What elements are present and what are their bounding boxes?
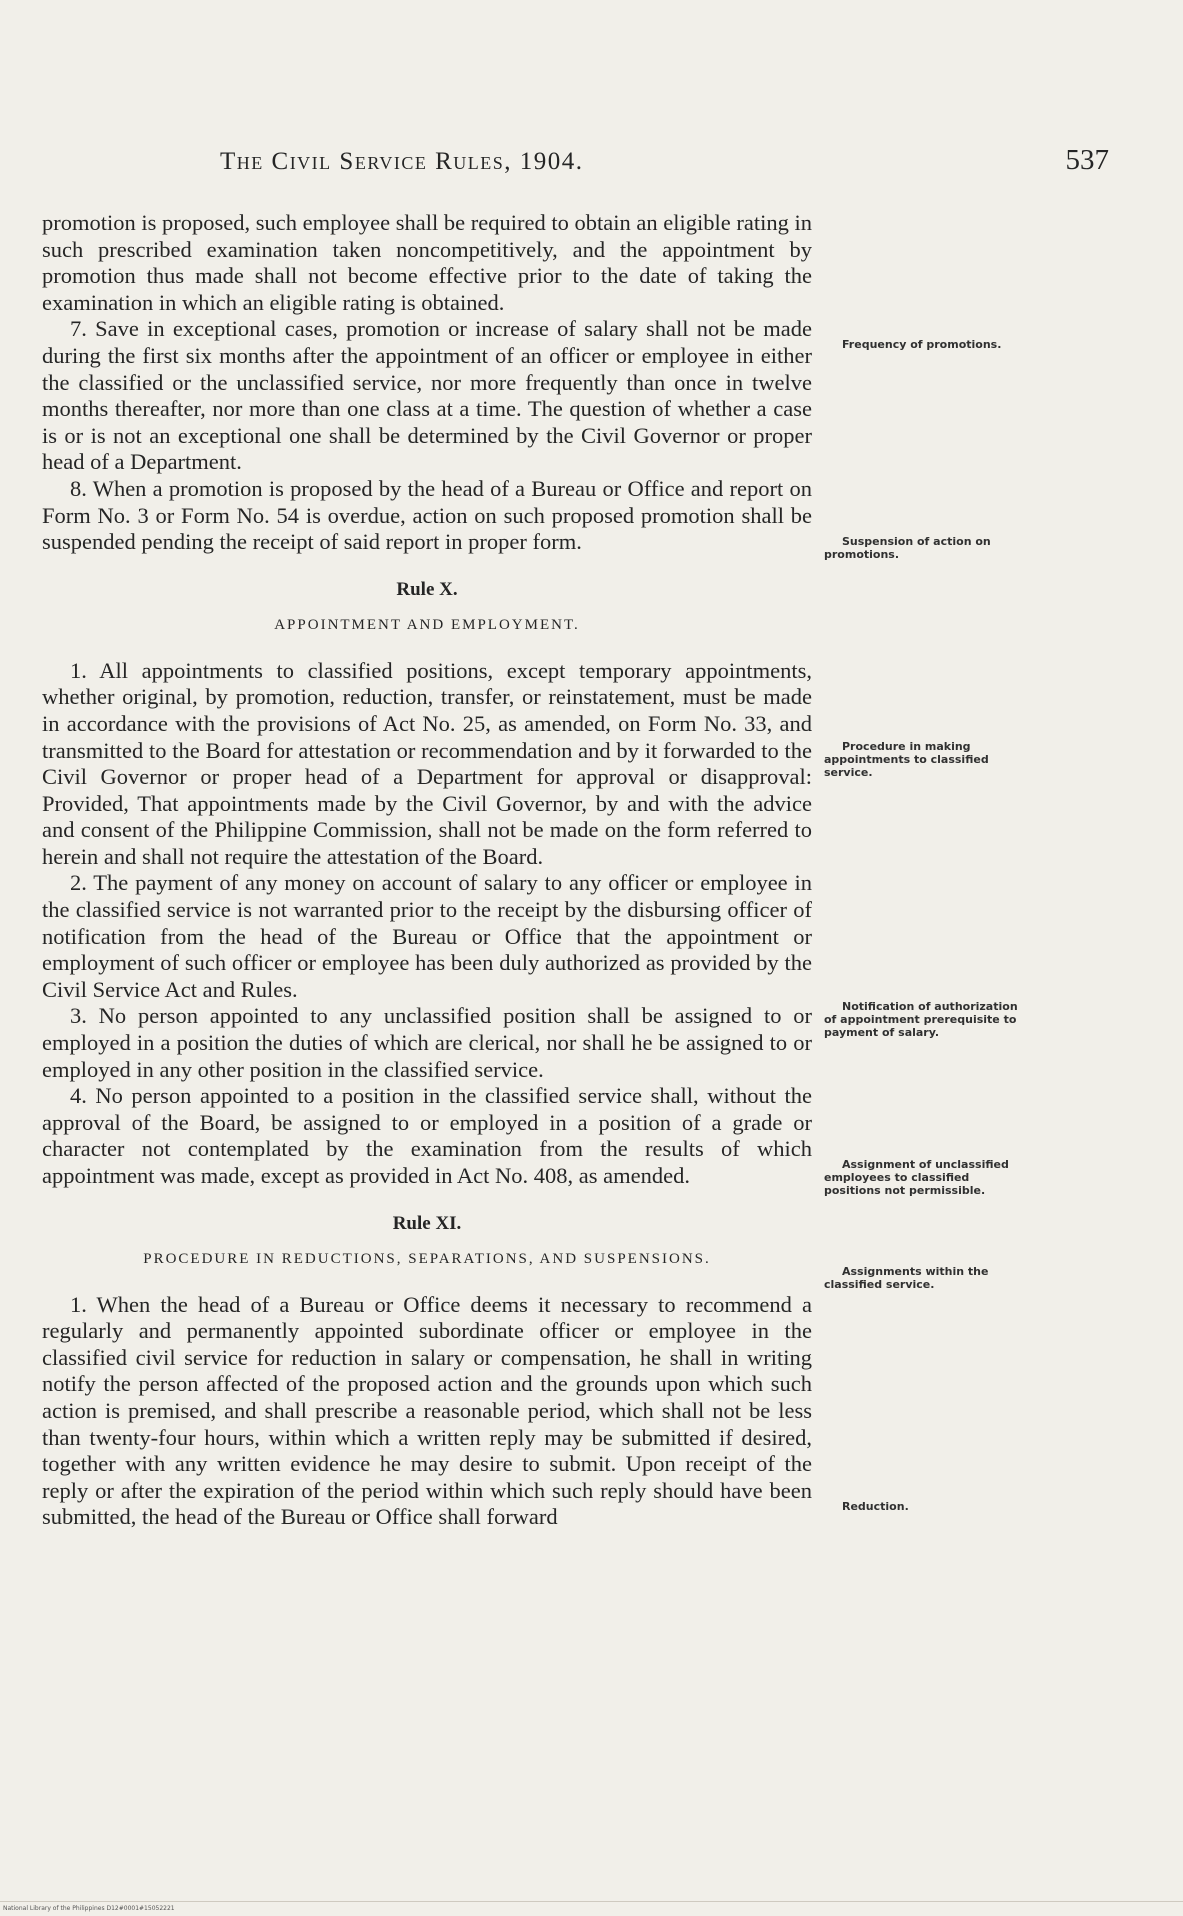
margin-note-reduction: Reduction.: [842, 1500, 909, 1513]
margin-note-assignment-unclassified: Assignment of unclassified employees to classified positions not permissible.: [824, 1158, 1009, 1197]
paragraph-reduction: 1. When the head of a Bureau or Office deems it necessary to recommend a regularly and permanently appointed subordinate officer or employee in the classified civil service for reduction in salary or compensation, he shall in writing notify the person affected of the proposed action and the grounds upon which such action is premised, and shall prescribe a reasonable period, which shall not be less than twenty-four hours, within which a written reply may be submitted if desired, together with any written evidence he may desire to submit. Upon receipt of the reply or after the expiration of the period within which such reply should have been submitted, the head of the Bureau or Office shall forward: [42, 1291, 812, 1530]
body-text: [42, 210, 812, 1531]
paragraph-appointments: 1. All appointments to classified positions, except temporary appointments, whether original, by promotion, reduction, transfer, or reinstatement, must be made in accordance with the provisions of Act No. 25, as amended, on Form No. 33, and transmitted to the Board for attestation or recommendation and by it forwarded to the Civil Governor or proper head of a Department for approval or disapproval: Provided, That appointments made by the Civil Governor, by and with the advice and consent of the Philippine Commission, shall not be made on the form referred to herein and shall not require the attestation of the Board.: [42, 657, 812, 869]
margin-note-notification: Notification of authorization of appointment prerequisite to payment of salary.: [824, 1000, 1018, 1039]
paragraph-salary-payment: 2. The payment of any money on account of salary to any officer or employee in the classified service is not warranted prior to the receipt by the disbursing officer of notification from the head of the Bureau or Office that the appointment or employment of such officer or employee has been duly authorized as provided by the Civil Service Act and Rules.: [42, 870, 812, 1002]
rule-xi-title: PROCEDURE IN REDUCTIONS, SEPARATIONS, AND SUSPENSIONS.: [143, 1250, 711, 1267]
rule-x-heading: Rule X.: [396, 578, 458, 600]
page-number: 537: [1065, 144, 1109, 176]
running-head: The Civil Service Rules, 1904.: [220, 148, 584, 175]
rule-x-title: APPOINTMENT AND EMPLOYMENT.: [274, 616, 580, 633]
margin-note-assignments-within: Assignments within the classified service.: [824, 1265, 989, 1291]
paragraph-promotion-continued: promotion is proposed, such employee shall be required to obtain an eligible rating in such prescribed examination taken noncompetitively, and the appointment by promotion thus made shall not become effective prior to the date of taking the examination in which an eligible rating is obtained.: [42, 210, 812, 315]
paragraph-rule-7: 7. Save in exceptional cases, promotion or increase of salary shall not be made during the first six months after the appointment of an officer or employee in either the classified or the unclassified service, nor more frequently than once in twelve months thereafter, nor more than one class at a time. The question of whether a case is or is not an exceptional one shall be determined by the Civil Governor or proper head of a Department.: [42, 316, 812, 475]
rule-xi-heading: Rule XI.: [392, 1212, 462, 1234]
footer-text: National Library of the Philippines D12#0001#15052221: [3, 1905, 175, 1912]
paragraph-classified-assignment: 4. No person appointed to a position in the classified service shall, without the approval of the Board, be assigned to or employed in a position of a grade or character not contemplated by the examination from the results of which appointment was made, except as provided in Act No. 408, as amended.: [42, 1083, 812, 1188]
paragraph-rule-8: 8. When a promotion is proposed by the head of a Bureau or Office and report on Form No. 3 or Form No. 54 is overdue, action on such proposed promotion shall be suspended pending the receipt of said report in proper form.: [42, 475, 812, 555]
page-header: [0, 144, 1183, 188]
margin-note-suspension: Suspension of action on promotions.: [824, 535, 991, 561]
margin-note-procedure: Procedure in making appointments to classified service.: [824, 740, 989, 779]
margin-note-frequency: Frequency of promotions.: [842, 338, 1002, 351]
footer-divider: [0, 1901, 1183, 1902]
paragraph-unclassified-assignment: 3. No person appointed to any unclassified position shall be assigned to or employed in a position the duties of which are clerical, nor shall he be assigned to or employed in any other position in the classified service.: [42, 1003, 812, 1082]
